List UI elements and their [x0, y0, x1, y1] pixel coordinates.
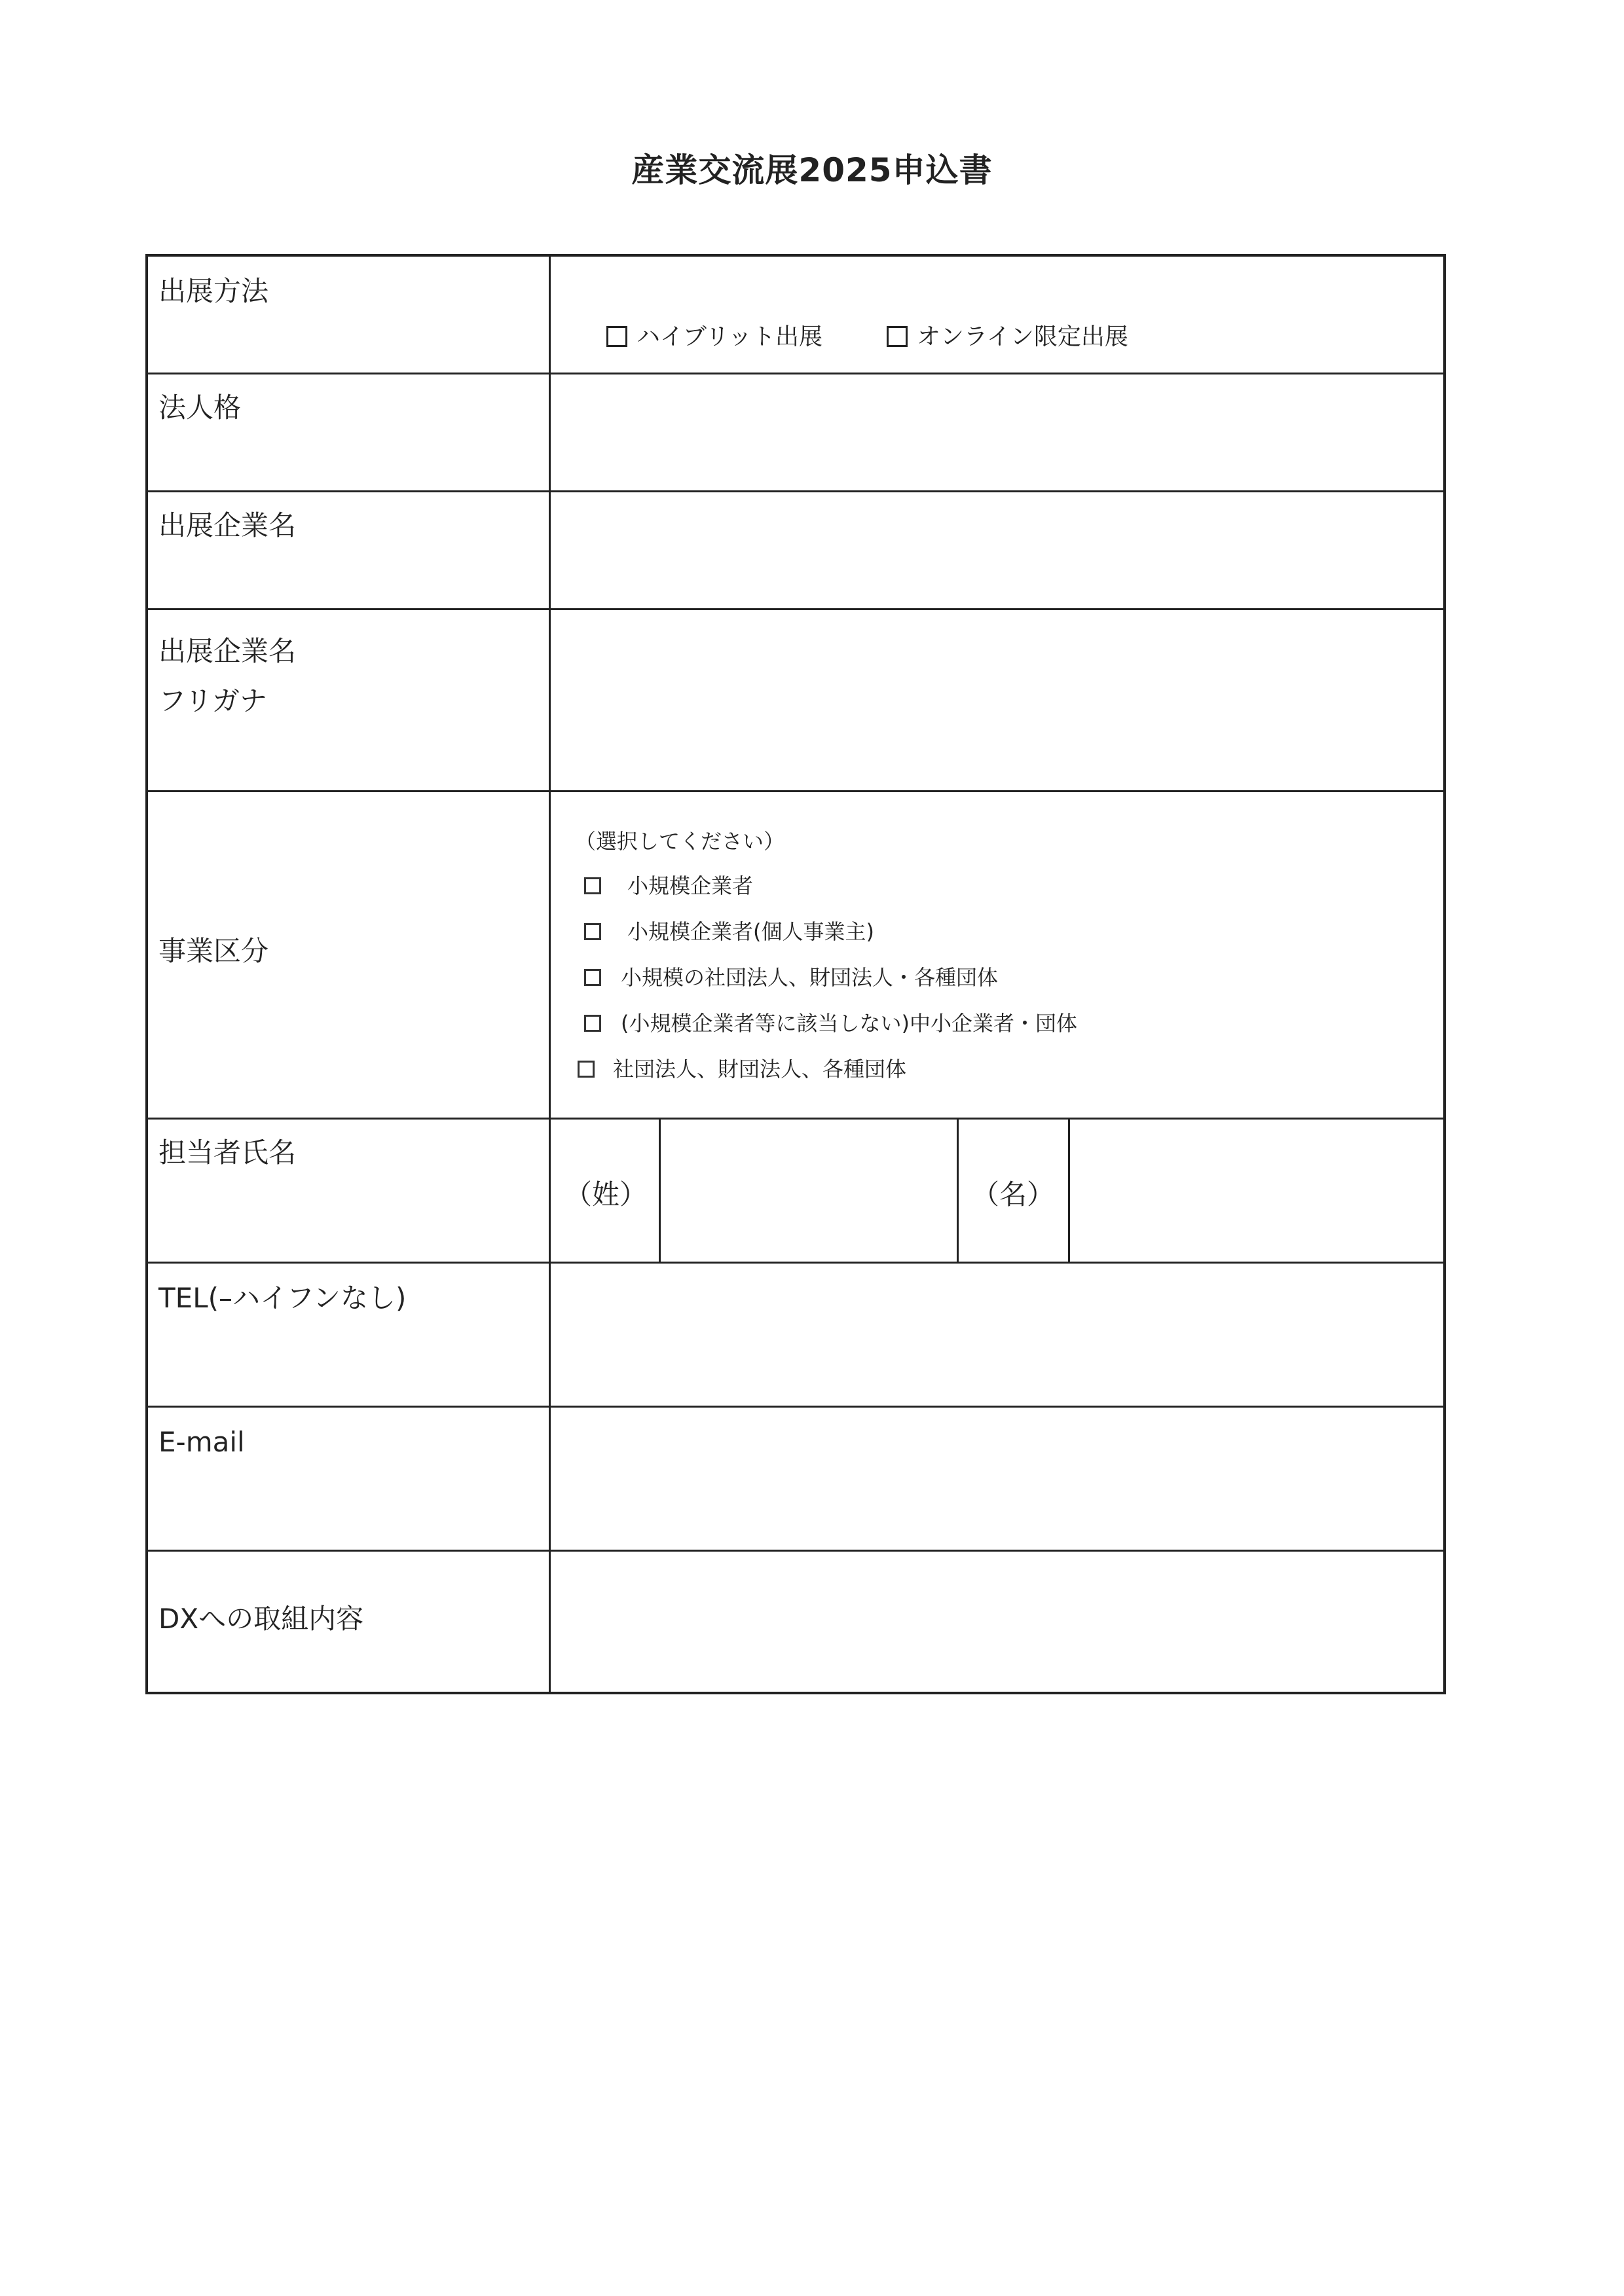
- label-contact-name: 担当者氏名: [158, 1137, 297, 1169]
- label-legal-status: 法人格: [158, 392, 242, 424]
- business-option-3[interactable]: [584, 961, 998, 991]
- checkbox-icon[interactable]: [887, 326, 908, 347]
- business-option-2[interactable]: [584, 915, 874, 945]
- label-company-name-kana-2: フリガナ: [158, 685, 267, 717]
- label-email: E-mail: [158, 1426, 245, 1458]
- application-form-table: [145, 254, 1446, 1694]
- business-option-3-label: 小規模の社団法人、財団法人・各種団体: [621, 965, 999, 990]
- business-option-5-label: 社団法人、財団法人、各種団体: [613, 1057, 907, 1082]
- name-cell-divider: [659, 1118, 661, 1262]
- checkbox-icon[interactable]: [584, 923, 601, 940]
- dx-initiatives-field[interactable]: [551, 1552, 1443, 1692]
- option-online-only[interactable]: [887, 318, 1128, 352]
- business-category-note: （選択してください）: [575, 829, 785, 854]
- checkbox-icon[interactable]: [606, 326, 627, 347]
- row-divider: [148, 790, 1443, 792]
- option-hybrid[interactable]: [606, 318, 822, 352]
- option-hybrid-label: ハイブリット出展: [637, 323, 823, 350]
- company-kana-field[interactable]: [551, 610, 1443, 790]
- checkbox-icon[interactable]: [584, 877, 601, 894]
- label-exhibit-method: 出展方法: [158, 275, 269, 307]
- label-dx-initiatives: DXへの取組内容: [158, 1603, 364, 1635]
- email-field[interactable]: [551, 1408, 1443, 1549]
- surname-label: （姓）: [564, 1178, 648, 1211]
- name-cell-divider: [957, 1118, 959, 1262]
- form-title: 産業交流展2025申込書: [631, 151, 993, 189]
- label-column-divider: [549, 257, 551, 1692]
- label-company-name-kana-1: 出展企業名: [158, 635, 297, 667]
- label-tel: TEL(–ハイフンなし): [158, 1282, 407, 1314]
- checkbox-icon[interactable]: [584, 1015, 601, 1032]
- legal-status-field[interactable]: [551, 374, 1443, 490]
- surname-field[interactable]: [661, 1120, 956, 1261]
- given-name-field[interactable]: [1071, 1120, 1443, 1261]
- name-cell-divider: [1068, 1118, 1070, 1262]
- business-option-1[interactable]: [584, 869, 753, 900]
- option-online-only-label: オンライン限定出展: [917, 323, 1128, 350]
- checkbox-icon[interactable]: [584, 969, 601, 986]
- label-business-category: 事業区分: [158, 935, 269, 967]
- business-option-4-label: (小規模企業者等に該当しない)中小企業者・団体: [621, 1011, 1077, 1036]
- business-option-1-label: 小規模企業者: [627, 873, 754, 898]
- business-option-4[interactable]: [584, 1007, 1077, 1037]
- given-name-label: （名）: [972, 1178, 1055, 1211]
- business-option-5[interactable]: [578, 1053, 906, 1083]
- business-option-2-label: 小規模企業者(個人事業主): [627, 919, 874, 944]
- checkbox-icon[interactable]: [578, 1061, 595, 1078]
- tel-field[interactable]: [551, 1264, 1443, 1405]
- company-name-field[interactable]: [551, 492, 1443, 608]
- label-company-name: 出展企業名: [158, 509, 297, 541]
